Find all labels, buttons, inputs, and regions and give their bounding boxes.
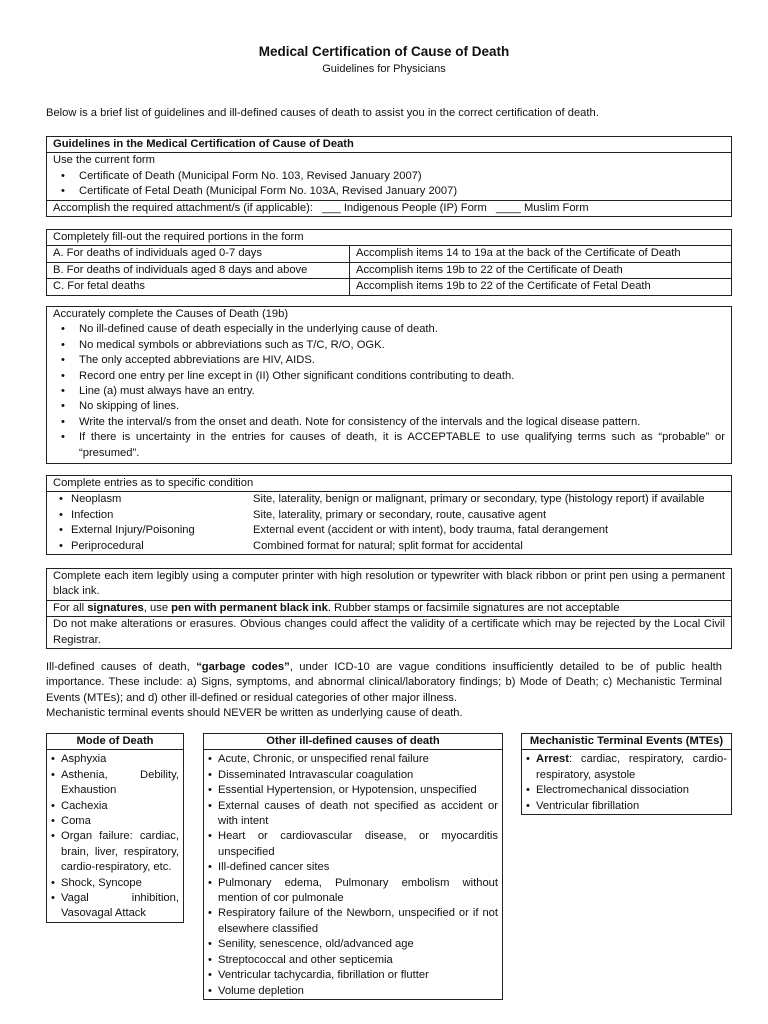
condition-desc: Site, laterality, primary or secondary, route, causative agent [253,508,547,521]
page-title: Medical Certification of Cause of Death [258,44,510,59]
condition-row [53,539,725,554]
list-item: • Heart or cardiovascular disease, or myocarditis unspecified [208,829,498,860]
list-item: • Certificate of Fetal Death (Municipal Form No. 103A, Revised January 2007) [61,184,725,199]
list-item: • Asthenia, Debility, Exhaustion [51,768,179,799]
list-item: • Ventricular tachycardia, fibrillation or flutter [208,968,498,983]
garbage-codes-text [46,660,722,722]
mode-of-death-heading: Mode of Death [47,734,183,750]
use-form-label: Use the current form [53,154,155,167]
list-item: • External causes of death not specified as accident or with intent [208,799,498,830]
list-item: • Vagal inhibition, Vasovagal Attack [51,891,179,922]
list-item: • Ill-defined cancer sites [208,860,498,875]
other-ill-defined-list [204,750,502,999]
other-ill-defined-box [203,733,503,1000]
fill-out-box [46,229,732,296]
fill-out-heading: Completely fill-out the required portions in the form [53,231,304,243]
fill-out-table [47,245,731,294]
signature-text: . Rubber stamps or facsimile signatures are not acceptable [327,601,620,614]
list-item: • Asphyxia [51,752,179,767]
list-item: • Ventricular fibrillation [526,799,727,814]
forms-row [47,152,731,199]
table-cell: C. For fetal deaths [47,279,350,295]
list-item: • If there is uncertainty in the entries for causes of death, it is ACCEPTABLE to use qualifying terms such as “probable” or “presumed”. [61,430,725,461]
mode-of-death-box [46,733,184,923]
condition-row [53,508,725,523]
attachment-row [47,200,731,216]
pen-bold: pen with permanent black ink [171,601,328,614]
mte-heading: Mechanistic Terminal Events (MTEs) [522,734,731,750]
list-item: • Record one entry per line except in (II) Other significant conditions contributing to death. [61,369,725,384]
ip-blank: ___ [322,201,341,214]
signature-text: , use [143,601,172,614]
list-item: • Write the interval/s from the onset and death. Note for consistency of the intervals and the logical disease pattern. [61,415,725,430]
condition-row [53,523,725,538]
mte-box [521,733,732,815]
attachment-label: Accomplish the required attachment/s (if applicable): [53,201,313,214]
causes-row [47,307,731,463]
list-item: • Certificate of Death (Municipal Form No. 103, Revised January 2007) [61,169,725,184]
legible-text: Complete each item legibly using a computer printer with high resolution or typewriter with black ribbon or print pen using a permanent black ink. [53,570,725,598]
list-item: • Acute, Chronic, or unspecified renal failure [208,752,498,767]
list-item: • No skipping of lines. [61,399,725,414]
signature-bold: signatures [87,601,144,614]
table-cell: B. For deaths of individuals aged 8 days and above [47,262,350,278]
list-item: • Electromechanical dissociation [526,783,727,798]
mte-list [522,750,731,814]
condition-label: • Infection [53,508,253,523]
table-row [47,279,731,295]
table-cell: Accomplish items 19b to 22 of the Certificate of Death [350,262,732,278]
causes-box [46,306,732,464]
condition-desc: Combined format for natural; split format for accidental [253,539,523,552]
list-item: • Organ failure: cardiac, brain, liver, respiratory, cardio-respiratory, etc. [51,829,179,875]
list-item: • No ill-defined cause of death especially in the underlying cause of death. [61,322,725,337]
condition-label: • Periprocedural [53,539,253,554]
list-item: • Streptococcal and other septicemia [208,953,498,968]
page-subtitle: Guidelines for Physicians [322,63,446,75]
arrest-label: Arrest [536,753,569,766]
list-item: • Essential Hypertension, or Hypotension, unspecified [208,783,498,798]
muslim-form-label: Muslim Form [523,201,589,214]
list-item: • Senility, senescence, old/advanced age [208,937,498,952]
specific-condition-rows [47,491,731,554]
condition-label: • Neoplasm [53,492,253,507]
intro-text: Below is a brief list of guidelines and ill-defined causes of death to assist you in the correct certification of death. [46,107,599,119]
list-item: • Coma [51,814,179,829]
table-cell: Accomplish items 19b to 22 of the Certificate of Fetal Death [350,279,732,295]
table-cell: A. For deaths of individuals aged 0-7 days [47,246,350,262]
list-item: • Disseminated Intravascular coagulation [208,768,498,783]
alteration-text: Do not make alterations or erasures. Obvious changes could affect the validity of a certificate which may be rejected by the Local Civil Registrar. [47,616,731,648]
condition-row [53,492,725,507]
condition-desc: External event (accident or with intent), body trauma, fatal derangement [253,524,609,537]
mode-of-death-list [47,750,183,921]
condition-label: • External Injury/Poisoning [53,523,253,538]
table-row [47,262,731,278]
list-item: • Cachexia [51,799,179,814]
signature-row [47,600,731,616]
table-cell: Accomplish items 14 to 19a at the back of the Certificate of Death [350,246,732,262]
list-item: • Shock, Syncope [51,876,179,891]
causes-list [53,322,725,461]
list-item: • No medical symbols or abbreviations such as T/C, R/O, OGK. [61,338,725,353]
guidelines-box [46,136,732,217]
signature-text: For all [53,601,88,614]
legibility-box [46,568,732,649]
list-item [526,752,727,783]
table-row [47,246,731,262]
garbage-paragraph [46,660,722,706]
list-item: • Volume depletion [208,984,498,999]
list-item: • The only accepted abbreviations are HIV, AIDS. [61,353,725,368]
mte-warning: Mechanistic terminal events should NEVER be written as underlying cause of death. [46,707,463,720]
muslim-blank: ____ [495,201,521,214]
list-item: • Respiratory failure of the Newborn, unspecified or if not elsewhere classified [208,906,498,937]
arrest-text: : cardiac, respiratory, cardio-respiratory, asystole [536,753,727,781]
garbage-codes-term: “garbage codes” [196,661,290,673]
forms-list [53,169,725,200]
list-item: • Pulmonary edema, Pulmonary embolism without mention of cor pulmonale [208,876,498,907]
specific-condition-heading: Complete entries as to specific condition [53,477,254,489]
specific-condition-box [46,475,732,555]
garbage-text: , under ICD-10 are vague conditions insufficiently detailed to be of public health importance. These include: a) Signs, symptoms, and abnormal clinical/laboratory findings; b) Mode of Death; c) Mechanistic Terminal Events (MTEs); and d) other ill-defined or residual categories of other major illness. [46,661,722,704]
condition-desc: Site, laterality, benign or malignant, primary or secondary, type (histology report) if available [253,493,705,506]
list-item: • Line (a) must always have an entry. [61,384,725,399]
ip-form-label: Indigenous People (IP) Form [343,201,487,214]
causes-heading: Accurately complete the Causes of Death (19b) [53,308,289,320]
guidelines-heading: Guidelines in the Medical Certification of Cause of Death [53,138,354,150]
garbage-text: Ill-defined causes of death, [46,661,197,673]
other-ill-defined-heading: Other ill-defined causes of death [204,734,502,750]
